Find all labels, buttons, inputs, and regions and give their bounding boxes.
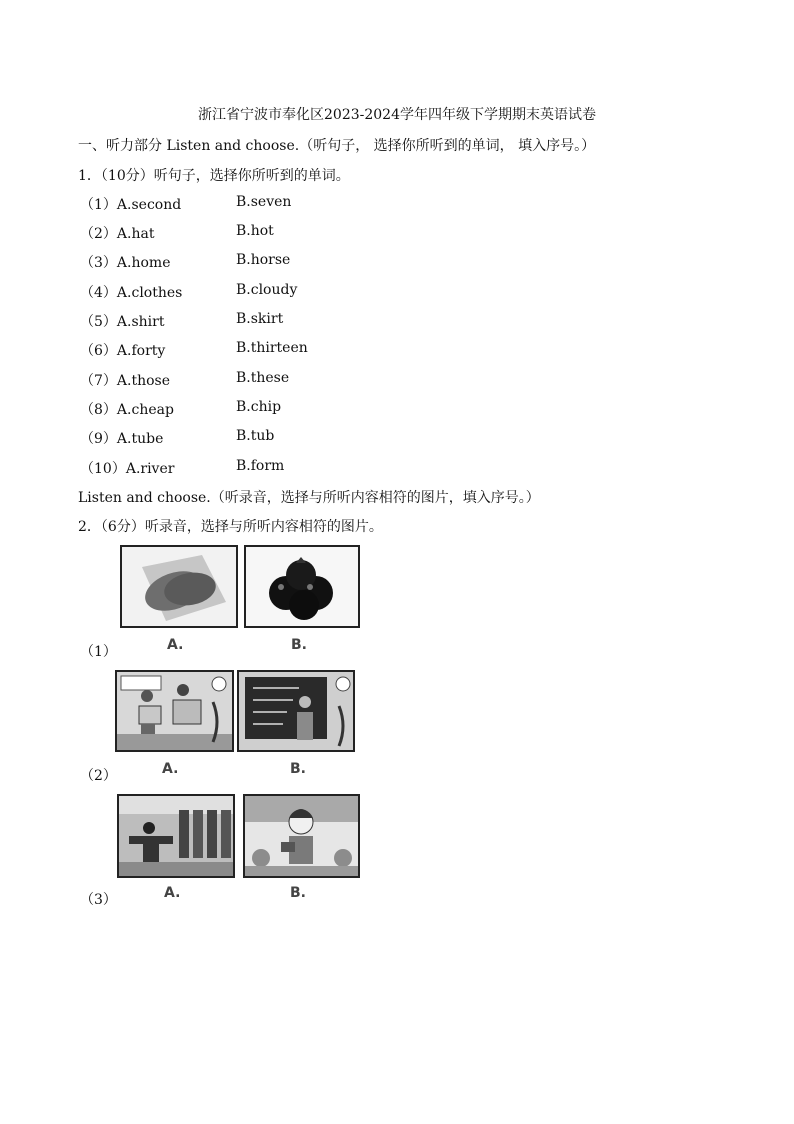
option-b: B.chip [236, 399, 282, 415]
question-2-row-3-number: （3） [80, 892, 117, 908]
choice-label-a: A. [164, 885, 181, 901]
page-title: 浙江省宁波市奉化区2023-2024学年四年级下学期期末英语试卷 [198, 107, 596, 123]
picture-library [117, 794, 235, 878]
option-a: A.hat [116, 226, 155, 242]
option-item-3: （3）A.home [80, 255, 171, 271]
question-1-heading: 1．（10分）听句子，选择你所听到的单词。 [78, 168, 350, 184]
option-a: A.tube [116, 431, 164, 447]
option-a: A.shirt [116, 314, 165, 330]
option-item-5: （5）A.shirt [80, 314, 165, 330]
picture-tomatoes [244, 545, 360, 628]
option-item-6: （6）A.forty [80, 343, 166, 359]
option-item-9: （9）A.tube [80, 431, 164, 447]
option-item-2: （2）A.hat [80, 226, 155, 242]
option-b: B.thirteen [236, 340, 308, 356]
option-b: B.form [236, 458, 285, 474]
option-b: B.hot [236, 223, 274, 239]
section-picture-heading: Listen and choose.（听录音，选择与所听内容相符的图片，填入序号。） [78, 490, 540, 506]
option-b: B.horse [236, 252, 291, 268]
picture-computer-room [115, 670, 234, 752]
picture-classroom-teacher [237, 670, 355, 752]
option-a: A.river [125, 461, 175, 477]
option-a: A.those [116, 373, 171, 389]
library-icon [119, 796, 233, 876]
potato-icon [122, 547, 236, 626]
picture-potatoes [120, 545, 238, 628]
option-b: B.seven [236, 194, 292, 210]
choice-label-b: B. [290, 885, 306, 901]
question-2-heading: 2．（6分）听录音，选择与所听内容相符的图片。 [78, 519, 383, 535]
picture-girl-reading [243, 794, 360, 878]
question-2-row-1-number: （1） [80, 644, 117, 660]
option-item-4: （4）A.clothes [80, 285, 183, 301]
choice-label-a: A. [162, 761, 179, 777]
choice-label-b: B. [290, 761, 306, 777]
option-item-1: （1）A.second [80, 197, 182, 213]
option-b: B.tub [236, 428, 275, 444]
question-2-row-2-number: （2） [80, 768, 117, 784]
option-a: A.home [116, 255, 171, 271]
computer-room-icon [117, 672, 232, 750]
choice-label-a: A. [167, 637, 184, 653]
option-item-8: （8）A.cheap [80, 402, 174, 418]
option-b: B.skirt [236, 311, 284, 327]
option-a: A.clothes [116, 285, 183, 301]
girl-with-book-icon [245, 796, 358, 876]
option-a: A.second [116, 197, 182, 213]
option-item-10: （10）A.river [80, 461, 175, 477]
option-a: A.forty [116, 343, 166, 359]
option-b: B.these [236, 370, 290, 386]
choice-label-b: B. [291, 637, 307, 653]
option-b: B.cloudy [236, 282, 298, 298]
tomato-icon [246, 547, 358, 626]
option-a: A.cheap [116, 402, 174, 418]
section-listening-heading: 一、听力部分 Listen and choose.（听句子， 选择你所听到的单词， 填入序号。） [78, 138, 596, 154]
blackboard-icon [239, 672, 353, 750]
option-item-7: （7）A.those [80, 373, 171, 389]
